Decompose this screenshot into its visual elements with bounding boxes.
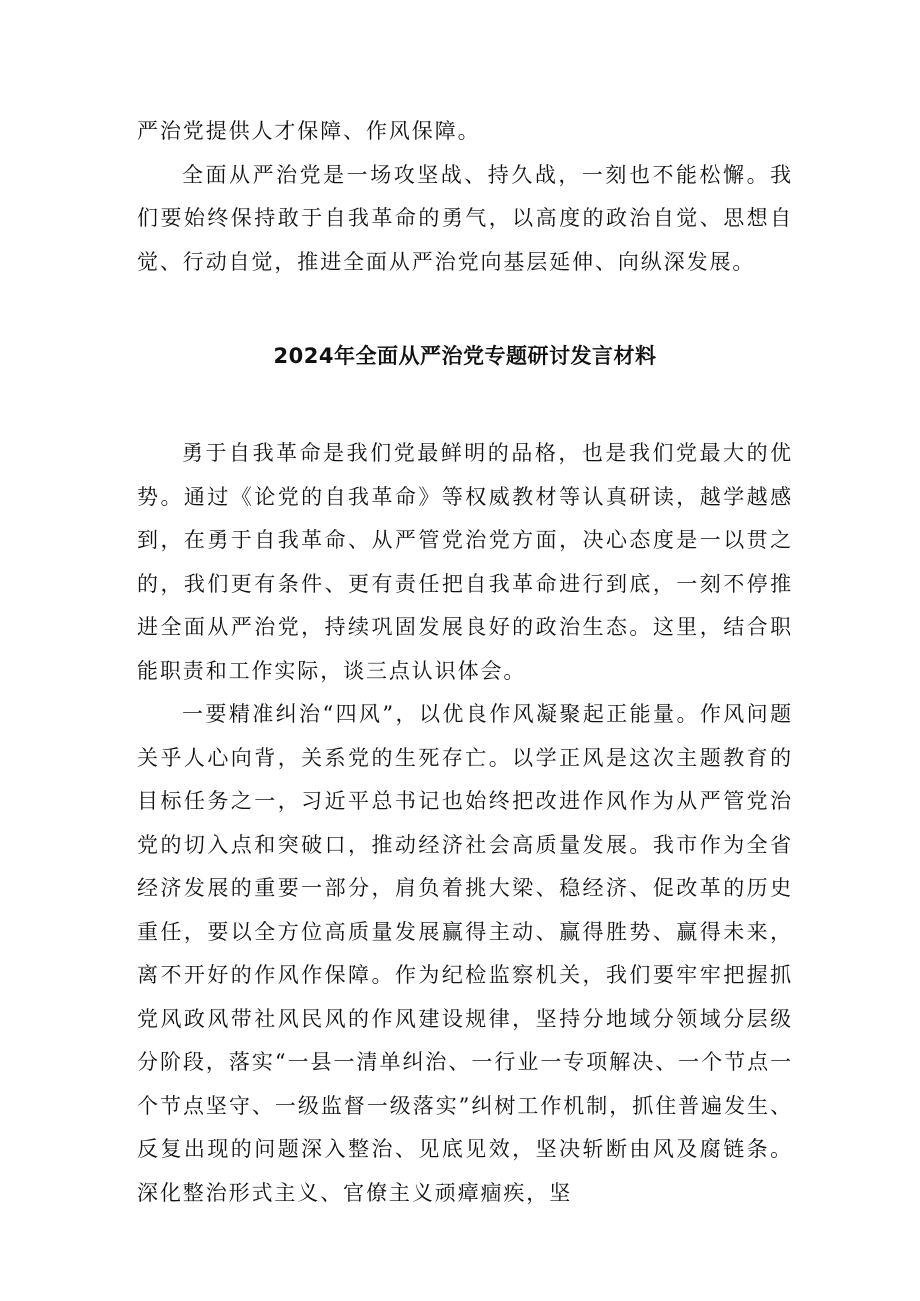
section-spacer [137, 284, 793, 341]
document-content [137, 110, 793, 1215]
body-paragraph-point-one: 一要精准纠治“四风”，以优良作风凝聚起正能量。作风问题关乎人心向背，关系党的生死存亡。以学正风是这次主题教育的目标任务之一，习近平总书记也始终把改进作风作为从严管党治党的切入点和突破口，推动经济社会高质量发展。我市作为全省经济发展的重要一部分，肩负着挑大梁、稳经济、促改革的历史重任，要以全方位高质量发展赢得主动、赢得胜势、赢得未来，离不开好的作风作保障。作为纪检监察机关，我们要牢牢把握抓党风政风带社风民风的作风建设规律，坚持分地域分领域分层级分阶段，落实“一县一清单纠治、一行业一专项解决、一个节点一个节点坚守、一级监督一级落实”纠树工作机制，抓住普遍发生、反复出现的问题深入整治、见底见效，坚决斩断由风及腐链条。深化整治形式主义、官僚主义顽瘴痼疾，坚 [137, 702, 793, 1205]
document-title: 2024年全面从严治党专题研讨发言材料 [273, 344, 657, 368]
prev-section-paragraph: 全面从严治党是一场攻坚战、持久战，一刻也不能松懈。我们要始终保持敢于自我革命的勇气，以高度的政治自觉、思想自觉、行动自觉，推进全面从严治党向基层延伸、向纵深发展。 [137, 162, 793, 274]
section-spacer [137, 371, 793, 432]
prev-section-paragraph-tail: 严治党提供人才保障、作风保障。 [137, 119, 481, 143]
body-paragraph-intro: 勇于自我革命是我们党最鲜明的品格，也是我们党最大的优势。通过《论党的自我革命》等权威教材等认真研读，越学越感到，在勇于自我革命、从严管党治党方面，决心态度是一以贯之的，我们更有条件、更有责任把自我革命进行到底，一刻不停推进全面从严治党，持续巩固发展良好的政治生态。这里，结合职能职责和工作实际，谈三点认识体会。 [137, 441, 793, 683]
